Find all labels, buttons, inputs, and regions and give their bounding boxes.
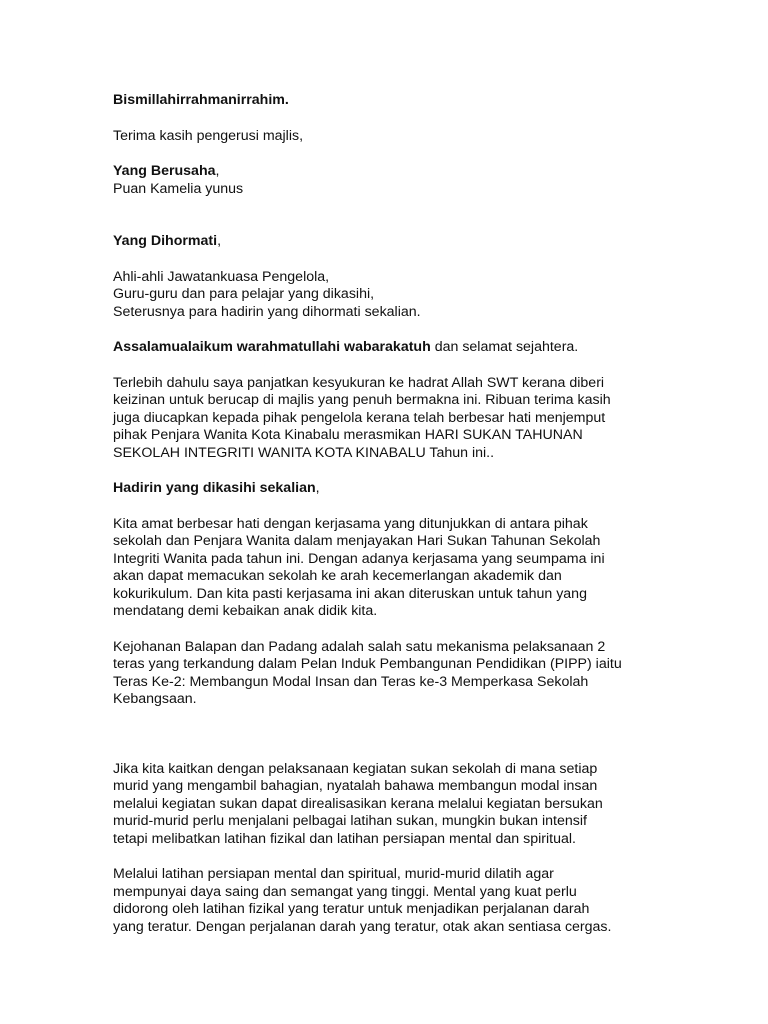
salutation-1-name: Puan Kamelia yunus: [113, 180, 244, 197]
paragraph-line: Teras Ke-2: Membangun Modal Insan dan Teras ke-3 Memperkasa Sekolah: [113, 673, 589, 690]
address-2-punct: ,: [315, 480, 320, 496]
paragraph-line: Kejohanan Balapan dan Padang adalah salah satu mekanisma pelaksanaan 2: [113, 638, 606, 655]
salutation-2: [113, 233, 673, 251]
paragraph-5: [113, 866, 673, 936]
paragraph-line: Integriti Wanita pada tahun ini. Dengan adanya kerjasama yang seumpama ini: [113, 550, 605, 567]
paragraph-line: SEKOLAH INTEGRITI WANITA KOTA KINABALU Tahun ini..: [113, 444, 495, 461]
address-2-bold: Hadirin yang dikasihi sekalian: [113, 480, 316, 496]
paragraph-4: [113, 761, 673, 849]
address-2: [113, 480, 673, 498]
greeting-rest: dan selamat sejahtera.: [430, 339, 579, 355]
opening-text: Bismillahirrahmanirrahim.: [113, 92, 289, 108]
opening-line: [113, 92, 673, 110]
paragraph-line: akan dapat memacukan sekolah ke arah kecemerlangan akademik dan: [113, 568, 562, 584]
paragraph-line: teras yang terkandung dalam Pelan Induk Pembangunan Pendidikan (PIPP) iaitu: [113, 656, 622, 672]
salutation-2-title: Yang Dihormati: [113, 233, 218, 249]
attendee-line: Guru-guru dan para pelajar yang dikasihi,: [113, 286, 375, 302]
paragraph-line: didorong oleh latihan fizikal yang teratur untuk menjadikan perjalanan darah: [113, 901, 590, 917]
paragraph-line: murid-murid perlu menjalani pelbagai latihan sukan, mungkin bukan intensif: [113, 813, 587, 829]
paragraph-line: murid yang mengambil bahagian, nyatalah bahawa membangun modal insan: [113, 778, 598, 794]
salutation-1-punct: ,: [215, 163, 220, 179]
attendees-list: [113, 269, 673, 322]
paragraph-line: Kita amat berbesar hati dengan kerjasama yang ditunjukkan di antara pihak: [113, 515, 588, 532]
salutation-1-title: Yang Berusaha: [113, 163, 216, 179]
paragraph-line: melalui kegiatan sukan dapat direalisasikan kerana melalui kegiatan bersukan: [113, 795, 603, 812]
greeting-bold: Assalamualaikum warahmatullahi wabarakatuh: [113, 339, 431, 355]
paragraph-1: [113, 375, 673, 463]
paragraph-3: [113, 639, 673, 709]
salutation-1: [113, 163, 673, 198]
paragraph-line: sekolah dan Penjara Wanita dalam menjayakan Hari Sukan Tahunan Sekolah: [113, 533, 601, 549]
attendee-line: Ahli-ahli Jawatankuasa Pengelola,: [113, 268, 330, 285]
paragraph-line: keizinan untuk berucap di majlis yang penuh bermakna ini. Ribuan terima kasih: [113, 392, 611, 408]
paragraph-line: yang teratur. Dengan perjalanan darah yang teratur, otak akan sentiasa cergas.: [113, 918, 612, 935]
paragraph-line: Melalui latihan persiapan mental dan spiritual, murid-murid dilatih agar: [113, 866, 554, 882]
paragraph-line: juga diucapkan kepada pihak pengelola kerana telah berbesar hati menjemput: [113, 409, 606, 426]
paragraph-2: [113, 516, 673, 621]
attendee-line: Seterusnya para hadirin yang dihormati sekalian.: [113, 303, 421, 320]
paragraph-line: mendatang demi kebaikan anak didik kita.: [113, 603, 378, 619]
paragraph-line: tetapi melibatkan latihan fizikal dan latihan persiapan mental dan spiritual.: [113, 830, 576, 847]
thanks-chair-line: Terima kasih pengerusi majlis,: [113, 127, 304, 144]
paragraph-line: pihak Penjara Wanita Kota Kinabalu merasmikan HARI SUKAN TAHUNAN: [113, 427, 583, 443]
paragraph-line: mempunyai daya saing dan semangat yang tinggi. Mental yang kuat perlu: [113, 883, 577, 900]
speech-text: [113, 92, 673, 936]
paragraph-line: Terlebih dahulu saya panjatkan kesyukuran ke hadrat Allah SWT kerana diberi: [113, 374, 605, 391]
paragraph-line: kokurikulum. Dan kita pasti kerjasama ini akan diteruskan untuk tahun yang: [113, 585, 587, 602]
salutation-2-punct: ,: [217, 233, 222, 249]
paragraph-line: Kebangsaan.: [113, 691, 197, 707]
salutation-1-title-line: [113, 163, 673, 181]
paragraph-line: Jika kita kaitkan dengan pelaksanaan kegiatan sukan sekolah di mana setiap: [113, 760, 598, 777]
greeting-line: [113, 339, 673, 357]
